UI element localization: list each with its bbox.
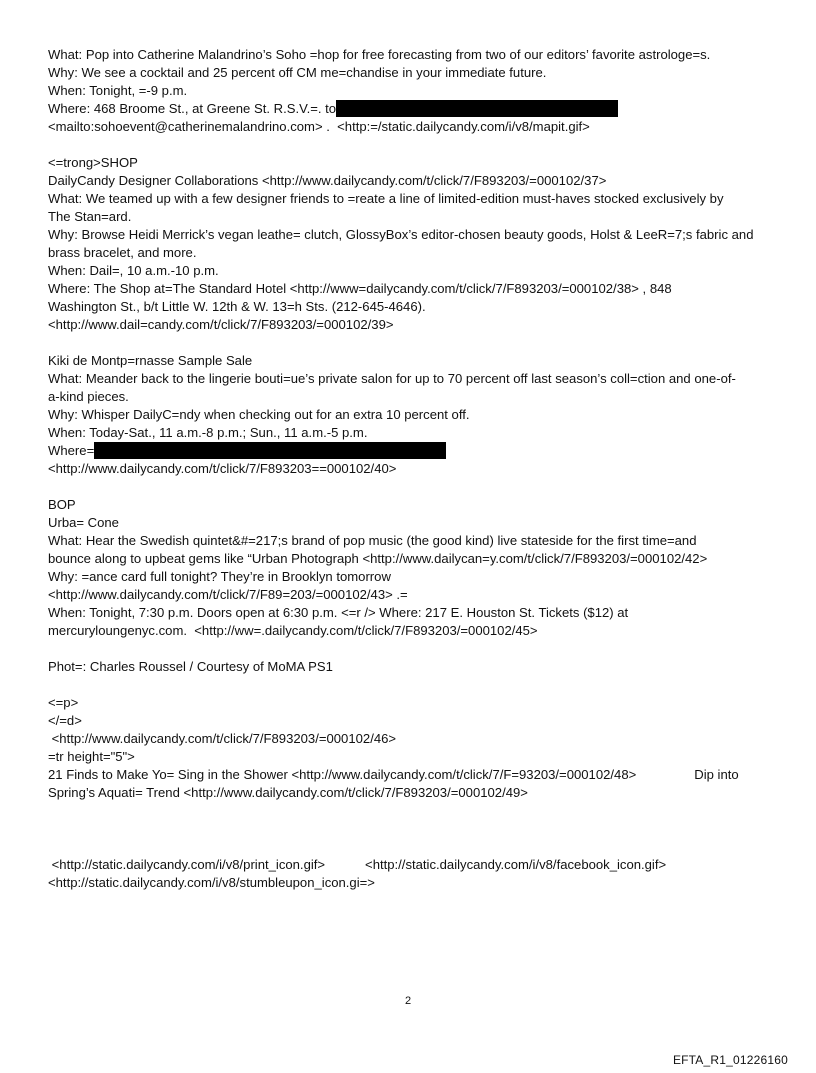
section-heading-bop: BOP bbox=[48, 497, 76, 512]
text-line: Spring’s Aquati= Trend <http://www.dailycandy.com/t/click/7/F893203/=000102/49> bbox=[48, 785, 528, 800]
text-line: <http://www.dailycandy.com/t/click/7/F89=203/=000102/43> .= bbox=[48, 587, 408, 602]
text-segment: Where= bbox=[48, 443, 95, 458]
text-line: When: Dail=, 10 a.m.-10 p.m. bbox=[48, 263, 219, 278]
redaction-block bbox=[336, 100, 618, 117]
text-line: Why: We see a cocktail and 25 percent off CM me=chandise in your immediate future. bbox=[48, 65, 547, 80]
page-number: 2 bbox=[404, 995, 412, 1007]
text-line: Why: =ance card full tonight? They’re in Brooklyn tomorrow bbox=[48, 569, 391, 584]
text-line: <=p> bbox=[48, 695, 79, 710]
text-line: =tr height="5"> bbox=[48, 749, 135, 764]
text-line: Why: Browse Heidi Merrick’s vegan leathe= clutch, GlossyBox’s editor-chosen beauty goods, Holst & LeeR=7;s fabric and bbox=[48, 227, 754, 242]
text-line: What: Pop into Catherine Malandrino’s Soho =hop for free forecasting from two of our editors’ favorite astrologe=s. bbox=[48, 47, 711, 62]
text-line: brass bracelet, and more. bbox=[48, 245, 197, 260]
text-segment: Dip into bbox=[694, 767, 739, 782]
text-line: What: Meander back to the lingerie bouti=ue’s private salon for up to 70 percent off last season’s coll=ction and one-of- bbox=[48, 371, 736, 386]
section-heading-shop: <=trong>SHOP bbox=[48, 155, 138, 170]
blank-line bbox=[48, 820, 778, 838]
blank-line bbox=[48, 676, 778, 694]
text-line: Washington St., b/t Little W. 12th & W. 13=h Sts. (212-645-4646). bbox=[48, 299, 426, 314]
photo-credit: Phot=: Charles Roussel / Courtesy of MoMA PS1 bbox=[48, 659, 333, 674]
blank-line bbox=[48, 136, 778, 154]
blank-line bbox=[48, 334, 778, 352]
email-body bbox=[48, 46, 778, 892]
text-line-with-redaction bbox=[48, 100, 778, 118]
text-line-with-redaction bbox=[48, 442, 778, 460]
text-line: DailyCandy Designer Collaborations <http://www.dailycandy.com/t/click/7/F893203/=000102/37> bbox=[48, 173, 607, 188]
text-segment: <http://static.dailycandy.com/i/v8/facebook_icon.gif> bbox=[365, 857, 667, 872]
text-line: What: Hear the Swedish quintet&#=217;s brand of pop music (the good kind) live stateside for the first time=and bbox=[48, 533, 697, 548]
text-line: Where: The Shop at=The Standard Hotel <http://www=dailycandy.com/t/click/7/F893203/=000102/38> , 848 bbox=[48, 281, 672, 296]
blank-line bbox=[48, 640, 778, 658]
text-line: Why: Whisper DailyC=ndy when checking out for an extra 10 percent off. bbox=[48, 407, 470, 422]
text-line: <http://static.dailycandy.com/i/v8/stumbleupon_icon.gi=> bbox=[48, 875, 375, 890]
text-line bbox=[48, 856, 778, 874]
text-line: <http://www.dailycandy.com/t/click/7/F893203/=000102/46> bbox=[48, 731, 397, 746]
text-line: </=d> bbox=[48, 713, 82, 728]
text-line: Kiki de Montp=rnasse Sample Sale bbox=[48, 353, 253, 368]
text-line: a-kind pieces. bbox=[48, 389, 129, 404]
text-line: When: Tonight, 7:30 p.m. Doors open at 6:30 p.m. <=r /> Where: 217 E. Houston St. Tickets ($12) at bbox=[48, 605, 629, 620]
text-line: <http://www.dailycandy.com/t/click/7/F893203==000102/40> bbox=[48, 461, 397, 476]
text-line: The Stan=ard. bbox=[48, 209, 132, 224]
bates-number: EFTA_R1_01226160 bbox=[672, 1053, 788, 1067]
text-segment: 21 Finds to Make Yo= Sing in the Shower <http://www.dailycandy.com/t/click/7/F=93203/=000102/48> bbox=[48, 767, 637, 782]
blank-line bbox=[48, 478, 778, 496]
text-line: mercuryloungenyc.com. <http://ww=.dailycandy.com/t/click/7/F893203/=000102/45> bbox=[48, 623, 538, 638]
text-segment: <http://static.dailycandy.com/i/v8/print_icon.gif> bbox=[48, 857, 326, 872]
blank-line bbox=[48, 802, 778, 820]
text-line: Urba= Cone bbox=[48, 515, 119, 530]
text-segment: Where: 468 Broome St., at Greene St. R.S.V.=. to bbox=[48, 101, 337, 116]
text-line: When: Tonight, =-9 p.m. bbox=[48, 83, 188, 98]
text-line bbox=[48, 766, 778, 784]
blank-line bbox=[48, 838, 778, 856]
text-line: What: We teamed up with a few designer friends to =reate a line of limited-edition must-haves stocked exclusively by bbox=[48, 191, 724, 206]
text-line: bounce along to upbeat gems like “Urban Photograph <http://www.dailycan=y.com/t/click/7/F893203/=000102/42> bbox=[48, 551, 708, 566]
redaction-block bbox=[94, 442, 446, 459]
text-line: <http://www.dail=candy.com/t/click/7/F893203/=000102/39> bbox=[48, 317, 394, 332]
text-line: When: Today-Sat., 11 a.m.-8 p.m.; Sun., 11 a.m.-5 p.m. bbox=[48, 425, 368, 440]
text-line: <mailto:sohoevent@catherinemalandrino.com> . <http:=/static.dailycandy.com/i/v8/mapit.gif> bbox=[48, 119, 590, 134]
